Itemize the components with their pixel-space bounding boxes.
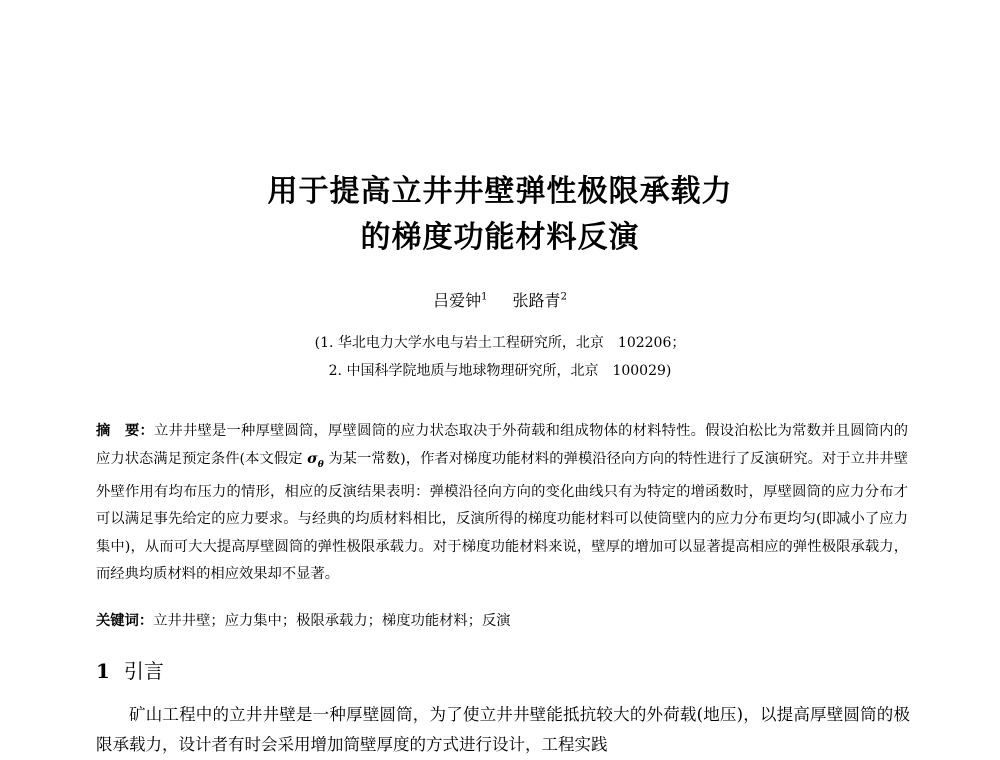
author-1: [433, 291, 487, 310]
section-title: 引言: [123, 659, 164, 683]
body-paragraph: 矿山工程中的立井井壁是一种厚壁圆筒，为了使立井井壁能抵抗较大的外荷载(地压)，以提高厚壁圆筒的极限承载力，设计者有时会采用增加筒壁厚度的方式进行设计，工程实践: [96, 705, 910, 754]
sigma-theta-symbol: [307, 450, 324, 470]
paper-title-line-2: 的梯度功能材料反演: [360, 220, 640, 255]
section-heading: [96, 655, 164, 684]
author-2-name: 张路青: [512, 291, 561, 310]
affiliation-1: (1. 华北电力大学水电与岩土工程研究所，北京 102206；: [314, 335, 686, 351]
author-list: [0, 288, 1000, 311]
abstract-text-part-1: 立井井壁是一种厚壁圆筒，厚壁圆筒的应力状态取决于外荷载和组成物体的材料特性。假设泊松比为常数并且圆筒内的应力状态满足预定条件(本文假定: [96, 423, 908, 467]
author-2: [513, 291, 567, 310]
theta-subscript: θ: [317, 459, 324, 470]
affiliation-2: 2. 中国科学院地质与地球物理研究所，北京 100029): [328, 363, 672, 379]
author-1-name: 吕爱钟: [433, 291, 482, 310]
abstract-label: 摘 要：: [96, 423, 155, 439]
author-2-affiliation-mark: 2: [560, 291, 567, 303]
paper-title-line-1: 用于提高立井井壁弹性极限承载力: [267, 174, 733, 209]
keywords: [96, 610, 908, 630]
section-number: 1: [96, 659, 110, 683]
sigma-symbol: σ: [307, 450, 318, 467]
author-1-affiliation-mark: 1: [481, 291, 488, 303]
abstract-text-part-2: 为某一常数)，作者对梯度功能材料的弹模沿径向方向的特性进行了反演研究。对于立井井壁外壁作用有均布压力的情形，相应的反演结果表明：弹模沿径向方向的变化曲线只有为特定的增函数时，厚壁圆筒的应力分布才可以满足事先给定的应力要求。与经典的均质材料相比，反演所得的梯度功能材料可以使筒壁内的应力分布更均匀(即减小了应力集中)，从而可大大提高厚壁圆筒的弹性极限承载力。对于梯度功能材料来说，壁厚的增加可以显著提高相应的弹性极限承载力，而经典均质材料的相应效果却不显著。: [96, 450, 908, 583]
abstract: [96, 418, 908, 589]
keywords-text: 立井井壁；应力集中；极限承载力；梯度功能材料；反演: [153, 613, 511, 629]
keywords-label: 关键词：: [96, 613, 154, 629]
